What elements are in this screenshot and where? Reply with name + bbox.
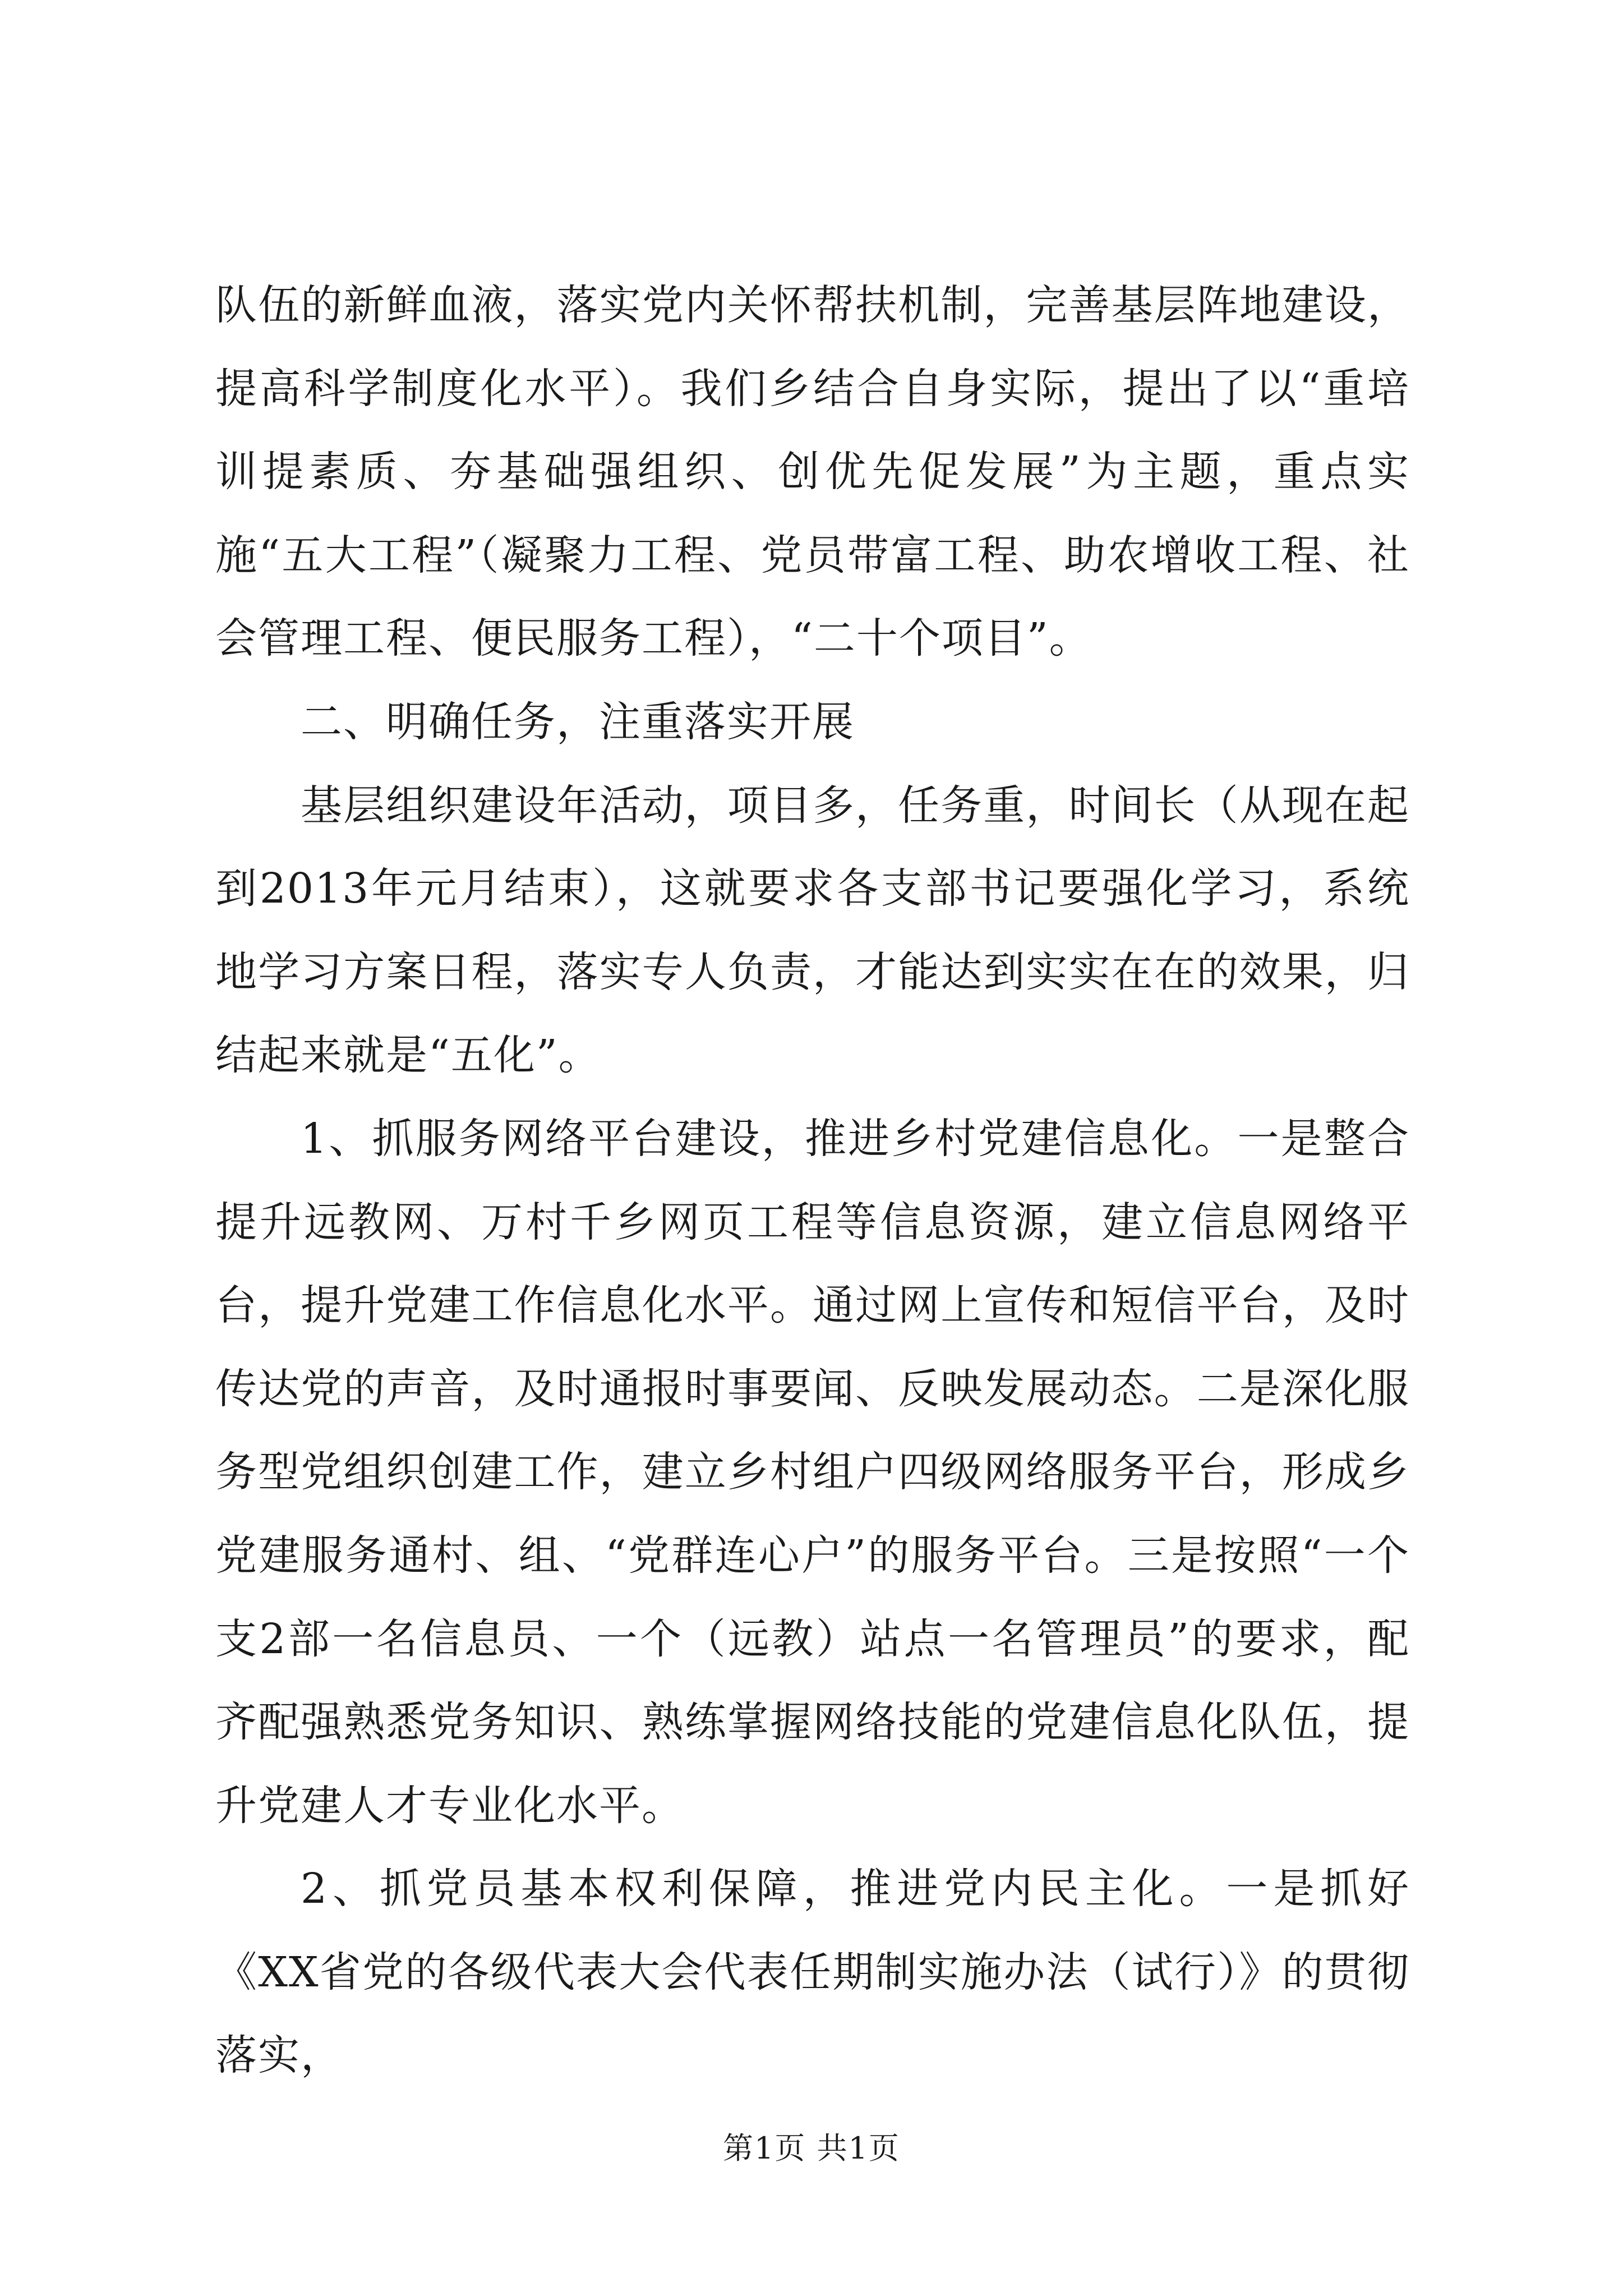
paragraph: 1、抓服务网络平台建设，推进乡村党建信息化。一是整合提升远教网、万村千乡网页工程等信息资源，建立信息网络平台，提升党建工作信息化水平。通过网上宣传和短信平台，及时传达党的声音，及时通报时事要闻、反映发展动态。二是深化服务型党组织创建工作，建立乡村组户四级网络服务平台，形成乡党建服务通村、组、“党群连心户”的服务平台。三是按照“一个支2部一名信息员、一个（远教）站点一名管理员”的要求，配齐配强熟悉党务知识、熟练掌握网络技能的党建信息化队伍，提升党建人才专业化水平。	[215, 1114, 1410, 1830]
document-body	[215, 264, 1410, 2097]
paragraph-continuation: 队伍的新鲜血液，落实党内关怀帮扶机制，完善基层阵地建设，提高科学制度化水平）。我们乡结合自身实际，提出了以“重培训提素质、夯基础强组织、创优先促发展”为主题，重点实施“五大工程”（凝聚力工程、党员带富工程、助农增收工程、社会管理工程、便民服务工程），“二十个项目”。	[215, 281, 1410, 663]
section-heading: 二、明确任务，注重落实开展	[301, 697, 855, 746]
paragraph: 基层组织建设年活动，项目多，任务重，时间长（从现在起到2013年元月结束），这就要求各支部书记要强化学习，系统地学习方案日程，落实专人负责，才能达到实实在在的效果，归结起来就是“五化”。	[215, 781, 1410, 1080]
page-footer: 第1页 共1页	[723, 2131, 900, 2166]
paragraph: 2、抓党员基本权利保障，推进党内民主化。一是抓好《XX省党的各级代表大会代表任期制实施办法（试行）》的贯彻落实，	[215, 1865, 1410, 2080]
